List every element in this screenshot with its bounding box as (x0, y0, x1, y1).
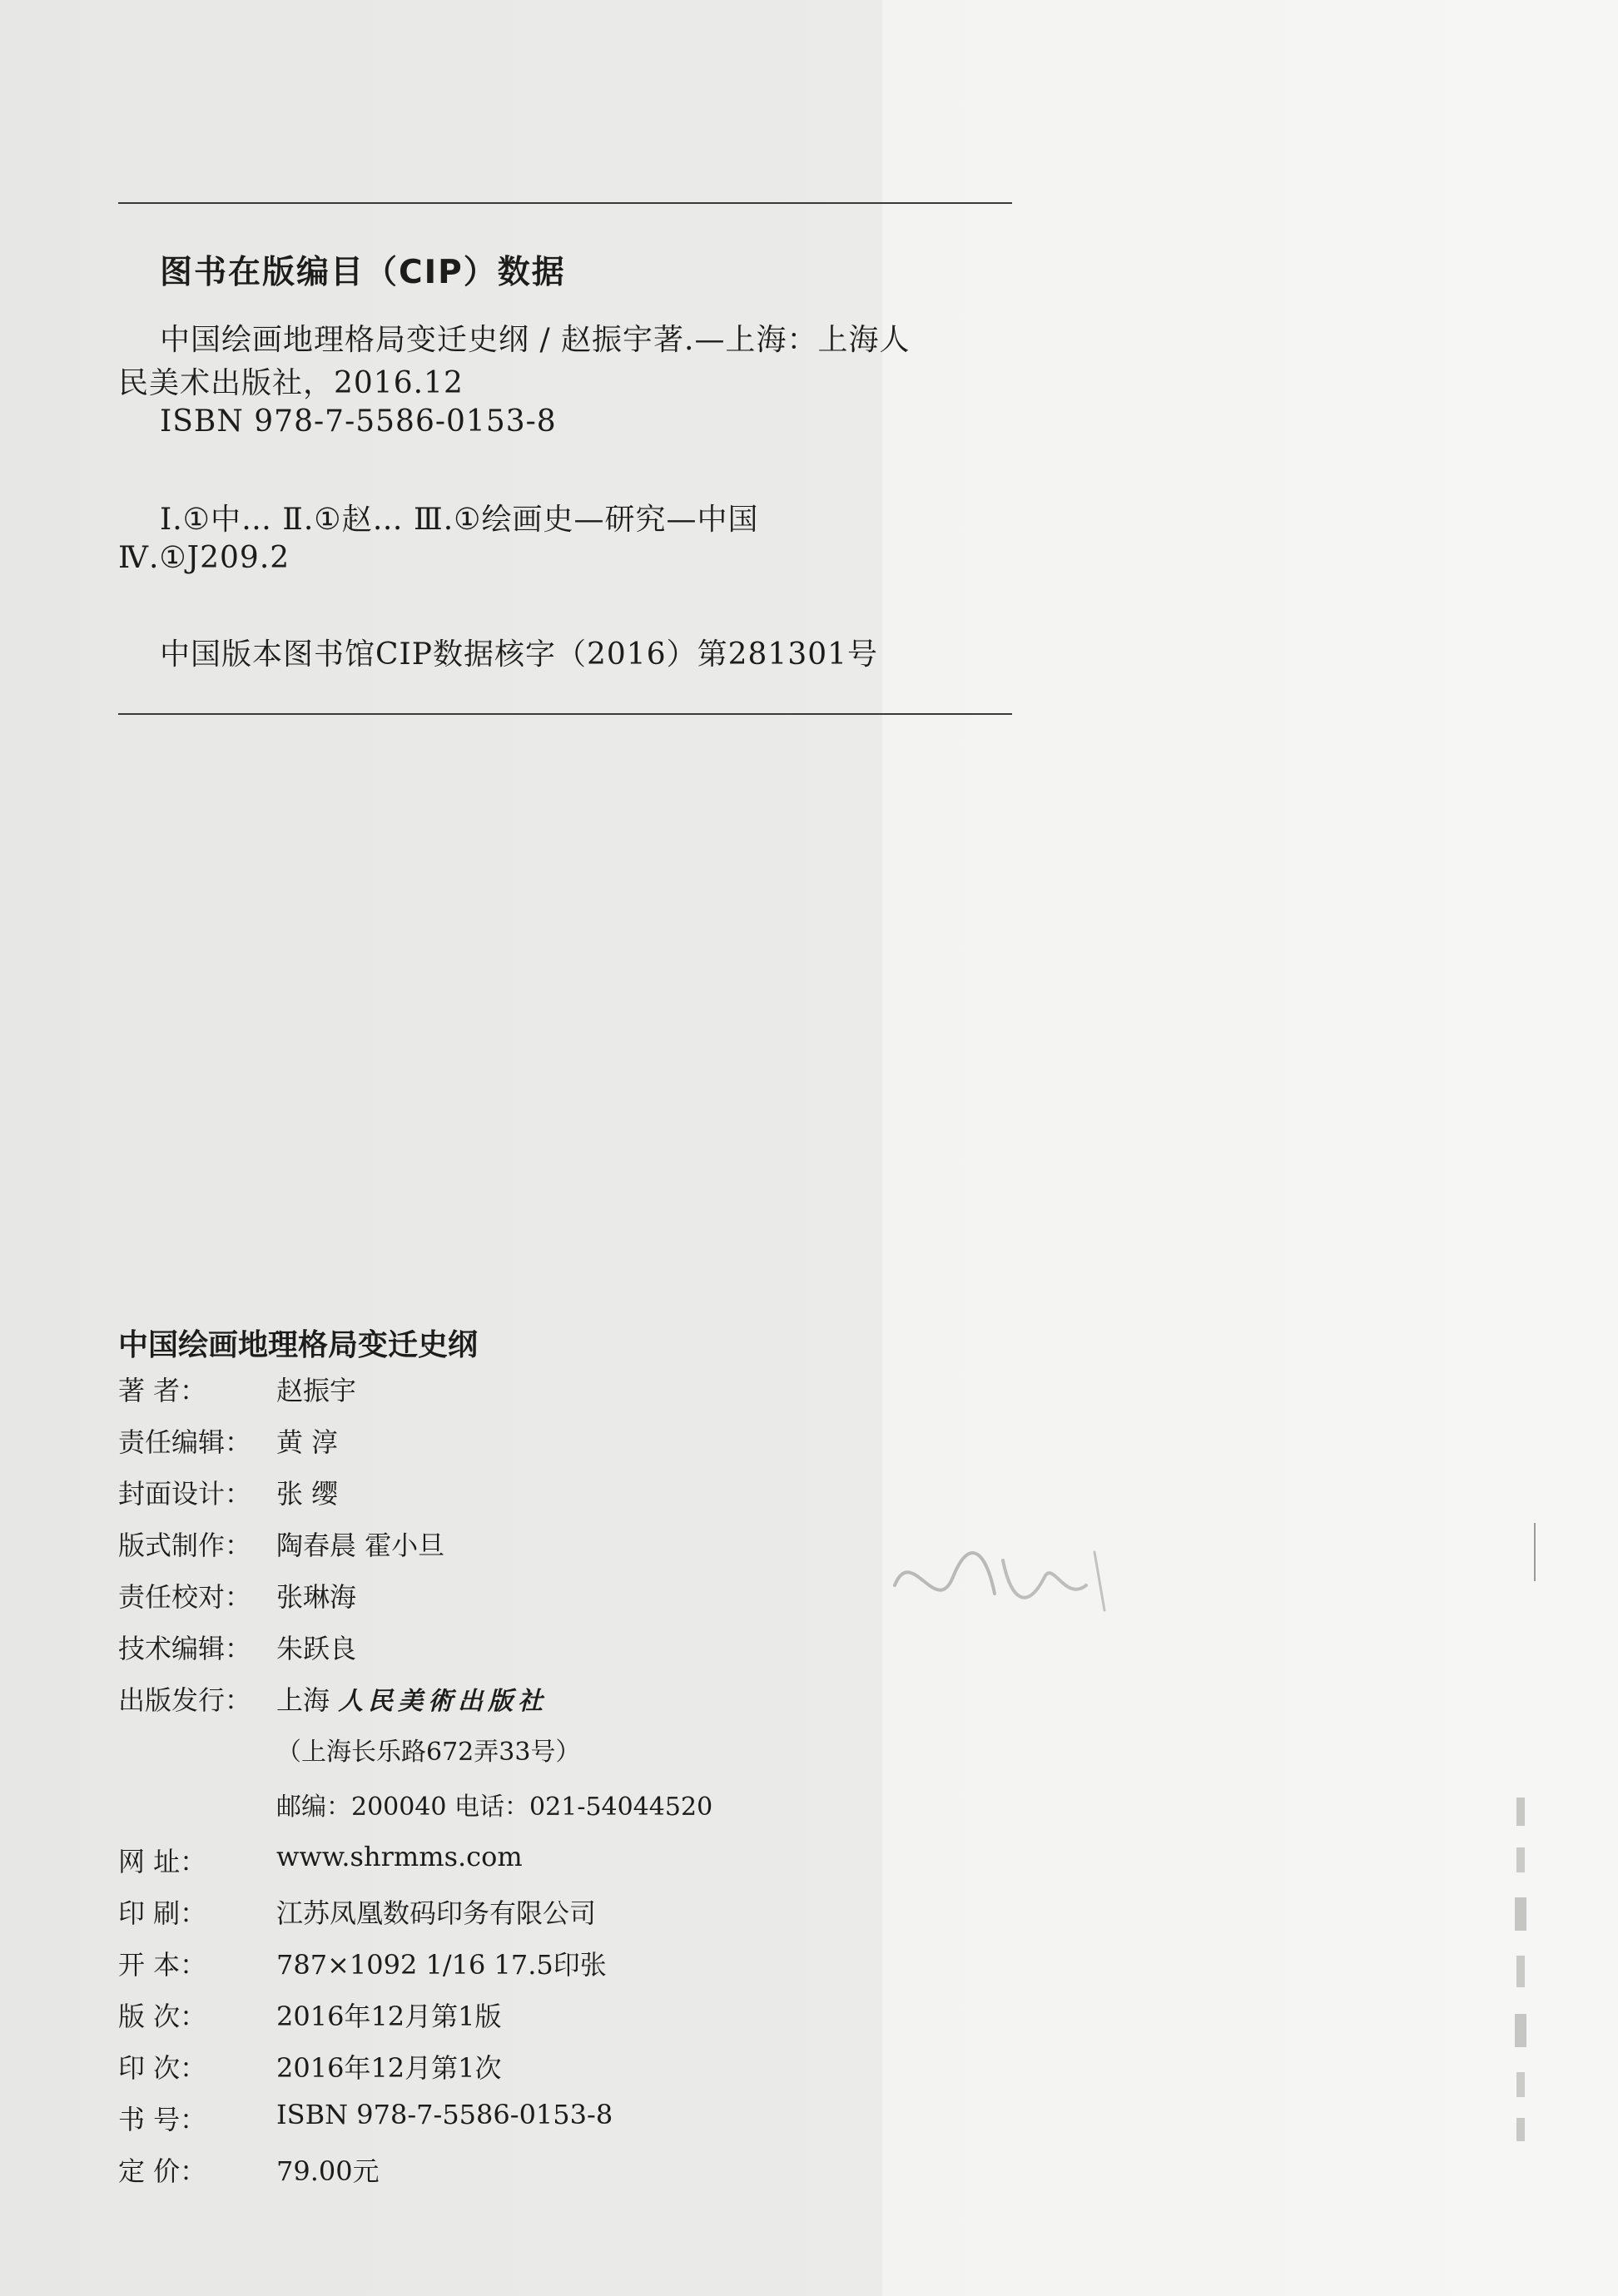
detail-label: 印 刷： (118, 1897, 207, 1929)
credit-label: 封面设计： (118, 1478, 252, 1510)
publisher-contact: 邮编：200040 电话：021-54044520 (276, 1793, 713, 1822)
detail-printer (118, 1892, 596, 1931)
cip-isbn: ISBN 978-7-5586-0153-8 (160, 404, 557, 439)
credit-value: 黄 淳 (276, 1426, 339, 1458)
detail-value: 79.00元 (276, 2155, 380, 2187)
detail-value: 2016年12月第1版 (276, 2001, 502, 2032)
detail-value: 787×1092 1/16 17.5印张 (276, 1949, 607, 1981)
credit-publisher (118, 1679, 548, 1718)
cip-bibliographic-line-1: 中国绘画地理格局变迁史纲 / 赵振宇著.—上海：上海人 (160, 323, 911, 357)
credit-label: 责任校对： (118, 1581, 252, 1613)
credit-value: 张 缨 (276, 1478, 339, 1510)
credit-technical-editor (118, 1628, 356, 1666)
book-title: 中国绘画地理格局变迁史纲 (118, 1328, 479, 1362)
detail-label: 开 本： (118, 1949, 207, 1981)
credit-value: 朱跃良 (276, 1633, 357, 1664)
credit-editor (118, 1421, 338, 1460)
detail-label: 书 号： (118, 2104, 207, 2135)
detail-format (118, 1944, 607, 1982)
cip-top-rule (118, 202, 1012, 204)
credit-author (118, 1370, 356, 1408)
credit-proofreader (118, 1576, 356, 1614)
detail-label: 网 址： (118, 1846, 207, 1877)
credit-label: 版式制作： (118, 1530, 252, 1561)
publisher-city: 上海 (276, 1684, 330, 1716)
show-through-marks (1505, 1789, 1538, 2147)
detail-value: 2016年12月第1次 (276, 2052, 502, 2084)
credit-value: 赵振宇 (276, 1375, 357, 1406)
publisher-name (276, 1679, 548, 1718)
cip-classification-line-2: Ⅳ.①J209.2 (118, 541, 290, 575)
detail-website (118, 1841, 523, 1879)
detail-value: ISBN 978-7-5586-0153-8 (276, 2099, 613, 2130)
cip-bottom-rule (118, 713, 1012, 715)
cip-bibliographic-line-2: 民美术出版社，2016.12 (118, 366, 464, 400)
detail-label: 版 次： (118, 2001, 207, 2032)
margin-tick-mark (1534, 1523, 1536, 1581)
detail-label: 定 价： (118, 2155, 207, 2187)
publisher-address: （上海长乐路672弄33号） (276, 1738, 581, 1767)
detail-printing (118, 2047, 502, 2085)
credit-label: 责任编辑： (118, 1426, 252, 1458)
detail-isbn (118, 2099, 613, 2137)
credit-label: 著 者： (118, 1375, 207, 1406)
credit-value: 陶春晨 霍小旦 (276, 1530, 445, 1561)
detail-value: www.shrmms.com (276, 1841, 523, 1872)
detail-value: 江苏凤凰数码印务有限公司 (276, 1897, 597, 1929)
cip-record-number: 中国版本图书馆CIP数据核字（2016）第281301号 (160, 637, 879, 672)
handwritten-signature (886, 1527, 1119, 1627)
detail-price (118, 2150, 380, 2189)
credit-label: 技术编辑： (118, 1633, 252, 1664)
credit-cover-design (118, 1473, 338, 1511)
cip-classification-line-1: Ⅰ.①中… Ⅱ.①赵… Ⅲ.①绘画史—研究—中国 (160, 503, 759, 537)
detail-label: 印 次： (118, 2052, 207, 2084)
credit-layout (118, 1525, 444, 1563)
credit-label: 出版发行： (118, 1684, 252, 1716)
detail-edition (118, 1996, 502, 2034)
cip-heading: 图书在版编目（CIP）数据 (160, 254, 566, 291)
publisher-logo: 人民美術出版社 (338, 1687, 548, 1716)
credit-value: 张琳海 (276, 1581, 357, 1613)
